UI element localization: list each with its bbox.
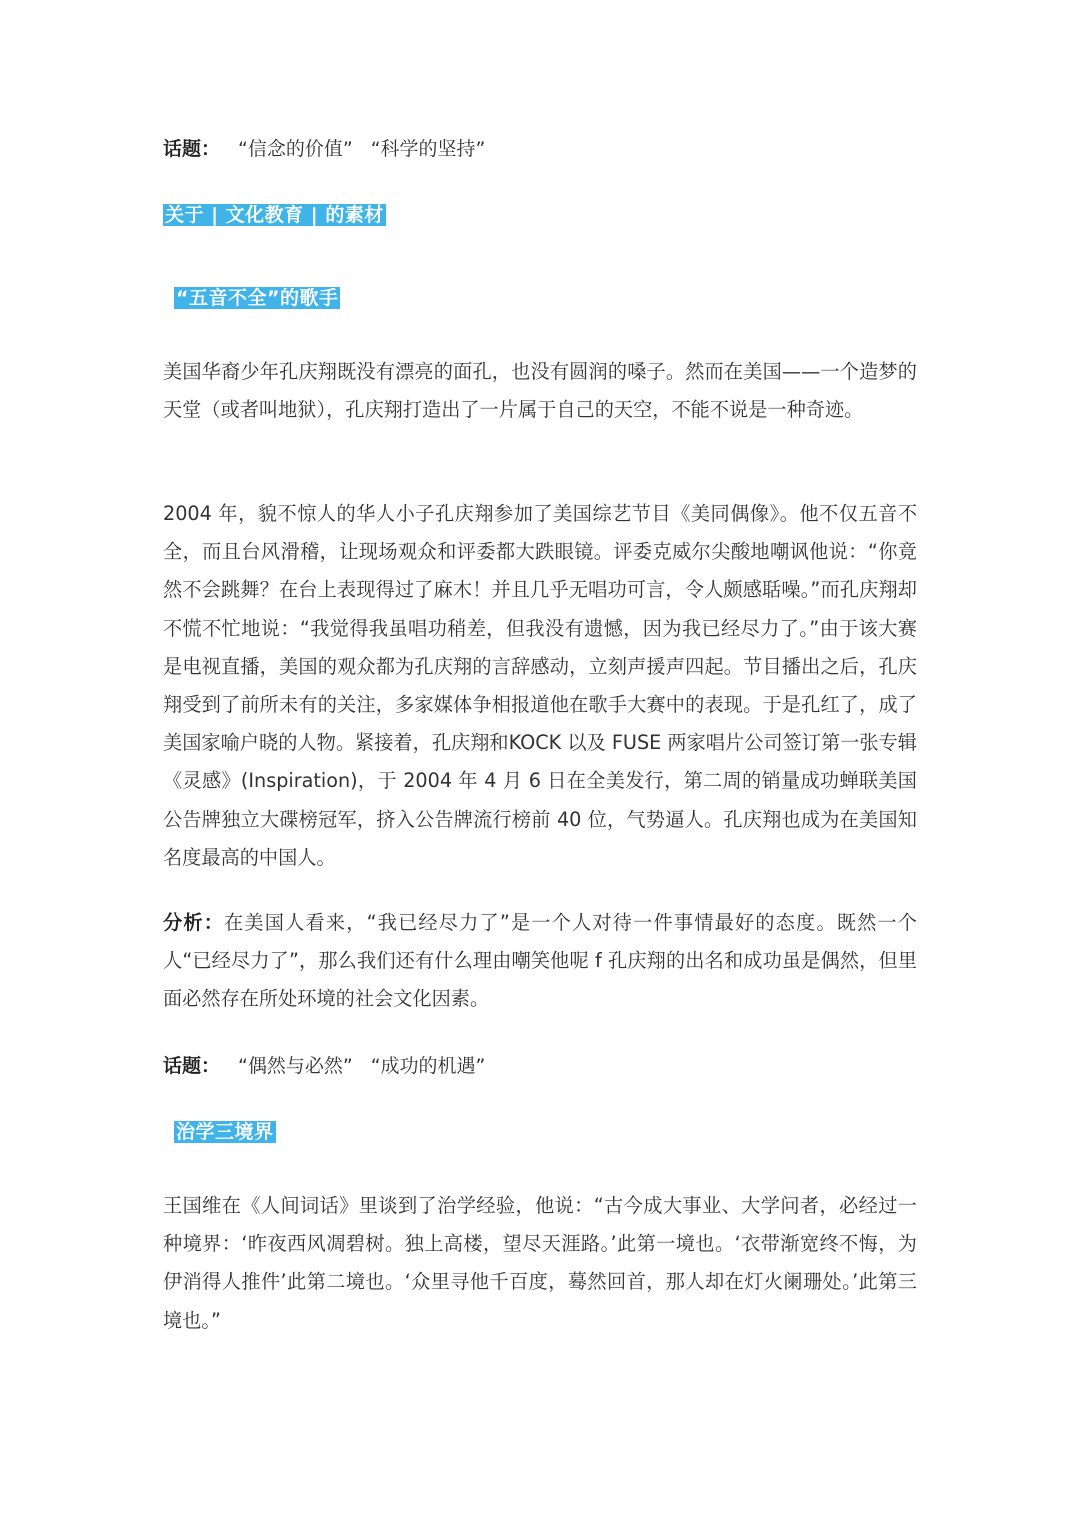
- analysis-paragraph: [163, 904, 917, 1019]
- topic-quote: “信念的价值”: [238, 138, 353, 160]
- topic-quote: “科学的坚持”: [370, 138, 486, 160]
- section-tag: 关于 | 文化教育 | 的素材: [165, 204, 384, 226]
- topic-quote: “偶然与必然”: [238, 1055, 353, 1077]
- story-paragraph: 2004 年，貌不惊人的华人小子孔庆翔参加了美国综艺节目《美同偶像》。他不仅五音不全，而且台风滑稽，让现场观众和评委都大跌眼镜。评委克威尔尖酸地嘲讽他说：“你竟然不会跳舞？在台上表现得过了麻木！并且几乎无唱功可言，令人颇感聒噪。”而孔庆翔却不慌不忙地说：“我觉得我虽唱功稍差，但我没有遗憾，因为我已经尽力了。”由于该大赛是电视直播，美国的观众都为孔庆翔的言辞感动，立刻声援声四起。节目播出之后，孔庆翔受到了前所未有的关注，多家媒体争相报道他在歌手大赛中的表现。于是孔红了，成了美国家喻户晓的人物。紧接着，孔庆翔和KOCK 以及 FUSE 两家唱片公司签订第一张专辑《灵感》(Inspiration)，于 2004 年 4 月 6 日在全美发行，第二周的销量成功蝉联美国公告牌独立大碟榜冠军，挤入公告牌流行榜前 40 位，气势逼人。孔庆翔也成为在美国知名度最高的中国人。: [163, 502, 918, 869]
- analysis-label: 分析：: [163, 911, 225, 934]
- topic-label: 话题：: [163, 1055, 221, 1077]
- story-title: 治学三境界: [176, 1121, 274, 1143]
- story-paragraph: 王国维在《人间词话》里谈到了治学经验，他说：“古今成大事业、大学问者，必经过一种境界：‘昨夜西风凋碧树。独上高楼，望尽天涯路。’此第一境也。‘衣带渐宽终不悔，为伊消得人推件’此第二境也。‘众里寻他千百度，蓦然回首，那人却在灯火阑珊处。’此第三境也。”: [163, 1194, 917, 1332]
- analysis-text: 在美国人看来，“我已经尽力了”是一个人对待一件事情最好的态度。既然一个人“已经尽力了”，那么我们还有什么理由嘲笑他呢 f 孔庆翔的出名和成功虽是偶然，但里面必然存在所处环境的社会文化因素。: [163, 911, 917, 1011]
- topic-line-1: [163, 137, 485, 161]
- topic-line-2: [163, 1054, 485, 1078]
- story-paragraph: 美国华裔少年孔庆翔既没有漂亮的面孔，也没有圆润的嗓子。然而在美国——一个造梦的天堂（或者叫地狱），孔庆翔打造出了一片属于自己的天空，不能不说是一种奇迹。: [163, 360, 917, 422]
- story-title: “五音不全”的歌手: [176, 287, 339, 309]
- topic-label: 话题：: [163, 138, 221, 160]
- topic-quote: “成功的机遇”: [370, 1055, 486, 1077]
